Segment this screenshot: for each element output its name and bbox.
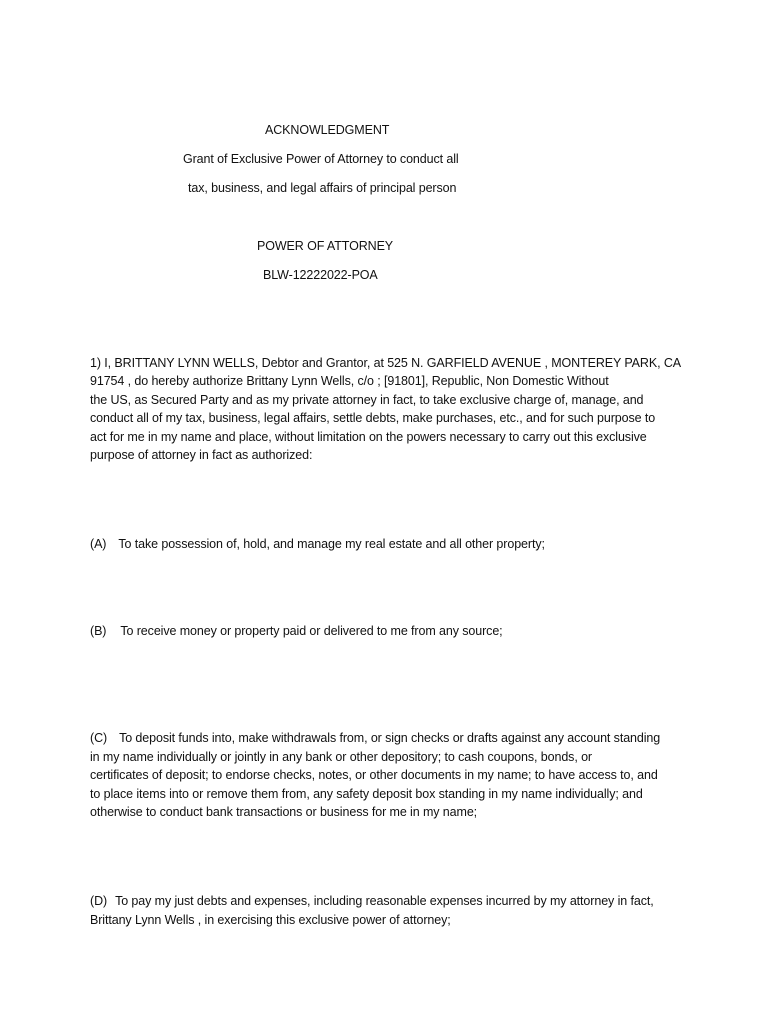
- power-of-attorney-title: POWER OF ATTORNEY: [257, 239, 394, 253]
- list-item-c: [90, 711, 682, 821]
- acknowledgment-heading: ACKNOWLEDGMENT: [265, 123, 390, 137]
- list-item-text: To take possession of, hold, and manage my real estate and all other property;: [118, 537, 545, 551]
- intro-paragraph: 1) I, BRITTANY LYNN WELLS, Debtor and Grantor, at 525 N. GARFIELD AVENUE , MONTEREY PARK, CA 91754 , do hereby authorize Brittany Lynn Wells, c/o ; [91801], Republic, Non Domestic Without the US, as Secured Party and as my private attorney in fact, to take exclusive charge of, manage, and conduct all of my tax, business, legal affairs, settle debts, make purchases, etc., and for such purpose to act for me in my name and place, without limitation on the powers necessary to carry out this exclusive purpose of attorney in fact as authorized:: [90, 356, 681, 463]
- list-item-marker: (B): [90, 624, 107, 638]
- list-item-a: [90, 536, 545, 552]
- list-item-marker: (D): [90, 894, 108, 909]
- grant-title-line-2: tax, business, and legal affairs of principal person: [188, 181, 457, 195]
- list-item-text: To receive money or property paid or delivered to me from any source;: [120, 624, 503, 638]
- list-item-b: [90, 623, 503, 639]
- list-item-text: To deposit funds into, make withdrawals from, or sign checks or drafts against any account standing in my name individually or jointly in any bank or other depository; to cash coupons, bonds, or certificates of deposit; to endorse checks, notes, or other documents in my name; to have access to, and to place items into or remove them from, any safety deposit box standing in my name individually; and otherwise to conduct bank transactions or business for me in my name;: [90, 731, 661, 820]
- grant-title-line-1: Grant of Exclusive Power of Attorney to conduct all: [183, 152, 459, 166]
- list-item-d: [90, 874, 682, 929]
- list-item-marker: (C): [90, 731, 108, 746]
- document-reference-number: BLW-12222022-POA: [263, 268, 378, 282]
- list-item-text: To pay my just debts and expenses, including reasonable expenses incurred by my attorney in fact, Brittany Lynn Wells , in exercising this exclusive power of attorney;: [90, 894, 654, 927]
- list-item-marker: (A): [90, 537, 107, 551]
